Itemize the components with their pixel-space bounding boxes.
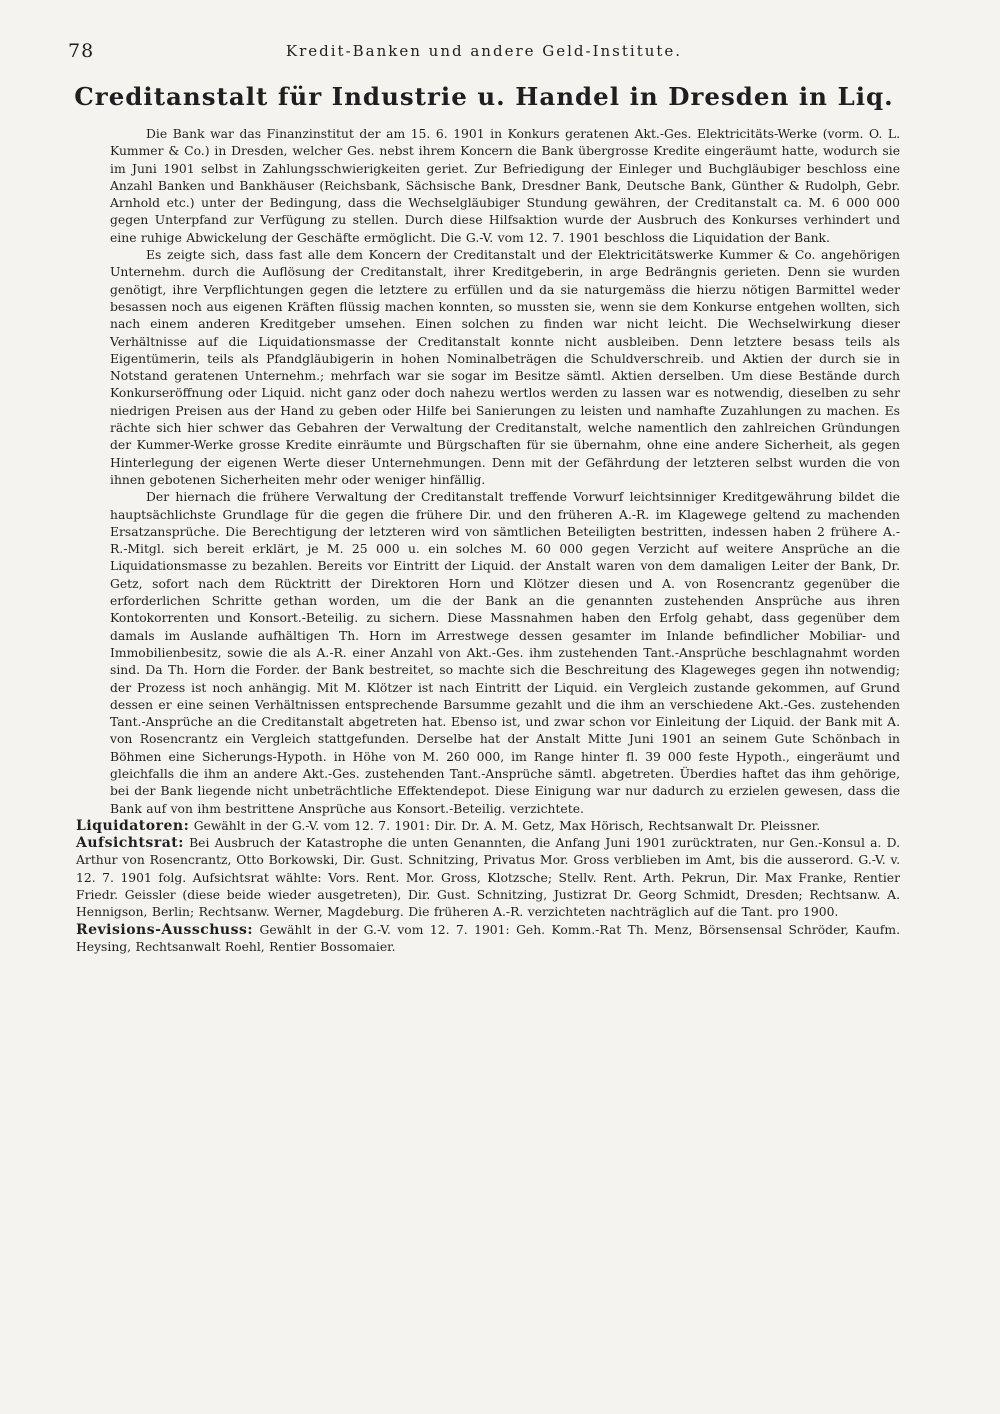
section-label: Revisions-Ausschuss: bbox=[76, 921, 254, 938]
document-body bbox=[76, 126, 900, 956]
paragraph: Die Bank war das Finanzinstitut der am 15. 6. 1901 in Konkurs geratenen Akt.-Ges. Elektricitäts-Werke (vorm. O. L. Kummer & Co.) in Dresden, welcher Ges. nebst ihrem Koncern die Bank übergrosse Kredite eingeräumt hatte, wodurch sie im Juni 1901 selbst in Zahlungsschwierigkeiten geriet. Zur Befriedigung der Einleger und Buchgläubiger beschloss eine Anzahl Banken und Bankhäuser (Reichsbank, Sächsische Bank, Dresdner Bank, Deutsche Bank, Günther & Rudolph, Gebr. Arnhold etc.) unter der Bedingung, dass die Wechselgläubiger Stundung gewähren, der Creditanstalt ca. M. 6 000 000 gegen Unterpfand zur Verfügung zu stellen. Durch diese Hilfsaktion wurde der Ausbruch des Konkurses verhindert und eine ruhige Abwickelung der Geschäfte ermöglicht. Die G.-V. vom 12. 7. 1901 beschloss die Liquidation der Bank. bbox=[110, 127, 900, 245]
section-liquidatoren bbox=[76, 818, 900, 835]
section-revisions-ausschuss bbox=[76, 922, 900, 957]
paragraph: Es zeigte sich, dass fast alle dem Koncern der Creditanstalt und der Elektricitätswerke Kummer & Co. angehörigen Unternehm. durch die Auflösung der Creditanstalt, ihrer Kreditgeberin, in arge Bedrängnis gerieten. Denn sie wurden genötigt, ihre Verpflichtungen gegen die letztere zu erfüllen und da sie naturgemäss die hierzu nötigen Barmittel weder besassen noch aus eigenen Kräften flüssig machen konnten, so mussten sie, wenn sie dem Konkurse entgehen wollten, sich nach einem anderen Kreditgeber umsehen. Einen solchen zu finden war nicht leicht. Die Wechselwirkung dieser Verhältnisse auf die Liquidationsmasse der Creditanstalt konnte nicht ausbleiben. Denn letztere besass teils als Eigentümerin, teils als Pfandgläubigerin in hohen Nominalbeträgen die Schuldverschreib. und Aktien der durch sie in Notstand geratenen Unternehm.; mehrfach war sie sogar im Besitze sämtl. Aktien derselben. Um diese Bestände durch Konkurseröffnung oder Liquid. nicht ganz oder doch nahezu wertlos werden zu lassen war es notwendig, dieselben zu sehr niedrigen Preisen aus der Hand zu geben oder Hilfe bei Sanierungen zu leisten und namhafte Zuzahlungen zu machen. Es rächte sich hier schwer das Gebahren der Verwaltung der Creditanstalt, welche namentlich den zahlreichen Gründungen der Kummer-Werke grosse Kredite einräumte und Bürgschaften für sie übernahm, ohne eine andere Sicherheit, als gegen Hinterlegung der eigenen Werte dieser Unternehmungen. Denn mit der Gefährdung der letzteren selbst wurden die von ihnen gebotenen Sicherheiten mehr oder weniger hinfällig. bbox=[110, 248, 900, 487]
running-head: Kredit-Banken und andere Geld-Institute. bbox=[285, 42, 683, 60]
paragraph: Der hiernach die frühere Verwaltung der Creditanstalt treffende Vorwurf leichtsinniger Kreditgewährung bildet die hauptsächlichste Grundlage für die gegen die frühere Dir. und den früheren A.-R. im Klagewege geltend zu machenden Ersatzansprüche. Die Berechtigung der letzteren wird von sämtlichen Beteiligten bestritten, indessen haben 2 frühere A.-R.-Mitgl. sich bereit erklärt, je M. 25 000 u. ein solches M. 60 000 gegen Verzicht auf weitere Ansprüche an die Liquidationsmasse zu bezahlen. Bereits vor Eintritt der Liquid. der Anstalt waren von dem damaligen Leiter der Bank, Dr. Getz, sofort nach dem Rücktritt der Direktoren Horn und Klötzer diesen und A. von Rosencrantz gegenüber die erforderlichen Schritte gethan worden, um die der Bank an die genannten zustehenden Ansprüche aus ihren Kontokorrenten und Konsort.-Beteilig. zu sichern. Diese Massnahmen haben den Erfolg gehabt, dass gegenüber dem damals im Auslande aufhältigen Th. Horn im Arrestwege dessen gesamter im Inlande befindlicher Mobiliar- und Immobilienbesitz, sowie die als A.-R. einer Anzahl von Akt.-Ges. ihm zustehenden Tant.-Ansprüche beschlagnahmt worden sind. Da Th. Horn die Forder. der Bank bestreitet, so machte sich die Beschreitung des Klageweges gegen ihn notwendig; der Prozess ist noch anhängig. Mit M. Klötzer ist nach Eintritt der Liquid. ein Vergleich zustande gekommen, auf Grund dessen er eine seinen Verhältnissen entsprechende Barsumme gezahlt und die ihm an verschiedene Akt.-Ges. zustehenden Tant.-Ansprüche an die Creditanstalt abgetreten hat. Ebenso ist, und zwar schon vor Einleitung der Liquid. der Bank mit A. von Rosencrantz ein Vergleich stattgefunden. Derselbe hat der Anstalt Mitte Juni 1901 an seinem Gute Schönbach in Böhmen eine Sicherungs-Hypoth. in Höhe von M. 260 000, im Range hinter fl. 39 000 feste Hypoth., eingeräumt und gleichfalls die ihm an andere Akt.-Ges. zustehenden Tant.-Ansprüche sämtl. abgetreten. Überdies haftet das ihm gehörige, bei der Bank liegende nicht unbeträchtliche Effektendepot. Diese Einigung war nur dadurch zu erzielen gewesen, dass die Bank auf von ihm bestrittene Ansprüche aus Konsort.-Beteilig. verzichtete. bbox=[110, 490, 900, 816]
section-text: Gewählt in der G.-V. vom 12. 7. 1901: Geh. Komm.-Rat Th. Menz, Börsensensal Schröder, Kaufm. Heysing, Rechtsanwalt Roehl, Rentier Bossomaier. bbox=[76, 922, 900, 954]
section-text: Bei Ausbruch der Katastrophe die unten Genannten, die Anfang Juni 1901 zurücktraten, nur Gen.-Konsul a. D. Arthur von Rosencrantz, Otto Borkowski, Dir. Gust. Schnitzing, Privatus Mor. Gross verblieben im Amt, bis die ausserord. G.-V. v. 12. 7. 1901 folg. Aufsichtsrat wählte: Vors. Rent. Mor. Gross, Klotzsche; Stellv. Rent. Arth. Pekrun, Dir. Max Franke, Rentier Friedr. Geissler (diese beide wieder ausgetreten), Dir. Gust. Schnitzing, Justizrat Dr. Georg Schmidt, Dresden; Rechtsanw. A. Hennigson, Berlin; Rechtsanw. Werner, Magdeburg. Die früheren A.-R. verzichteten nachträglich auf die Tant. pro 1900. bbox=[76, 836, 900, 920]
section-aufsichtsrat bbox=[76, 835, 900, 921]
section-label: Liquidatoren: bbox=[76, 817, 190, 834]
page-title: Creditanstalt für Industrie u. Handel in Dresden in Liq. bbox=[74, 82, 894, 111]
section-label: Aufsichtsrat: bbox=[76, 835, 184, 852]
page-number: 78 bbox=[68, 40, 95, 62]
section-text: Gewählt in der G.-V. vom 12. 7. 1901: Dir. Dr. A. M. Getz, Max Hörisch, Rechtsanwalt Dr. Pleissner. bbox=[193, 818, 821, 833]
page-header bbox=[68, 40, 900, 66]
